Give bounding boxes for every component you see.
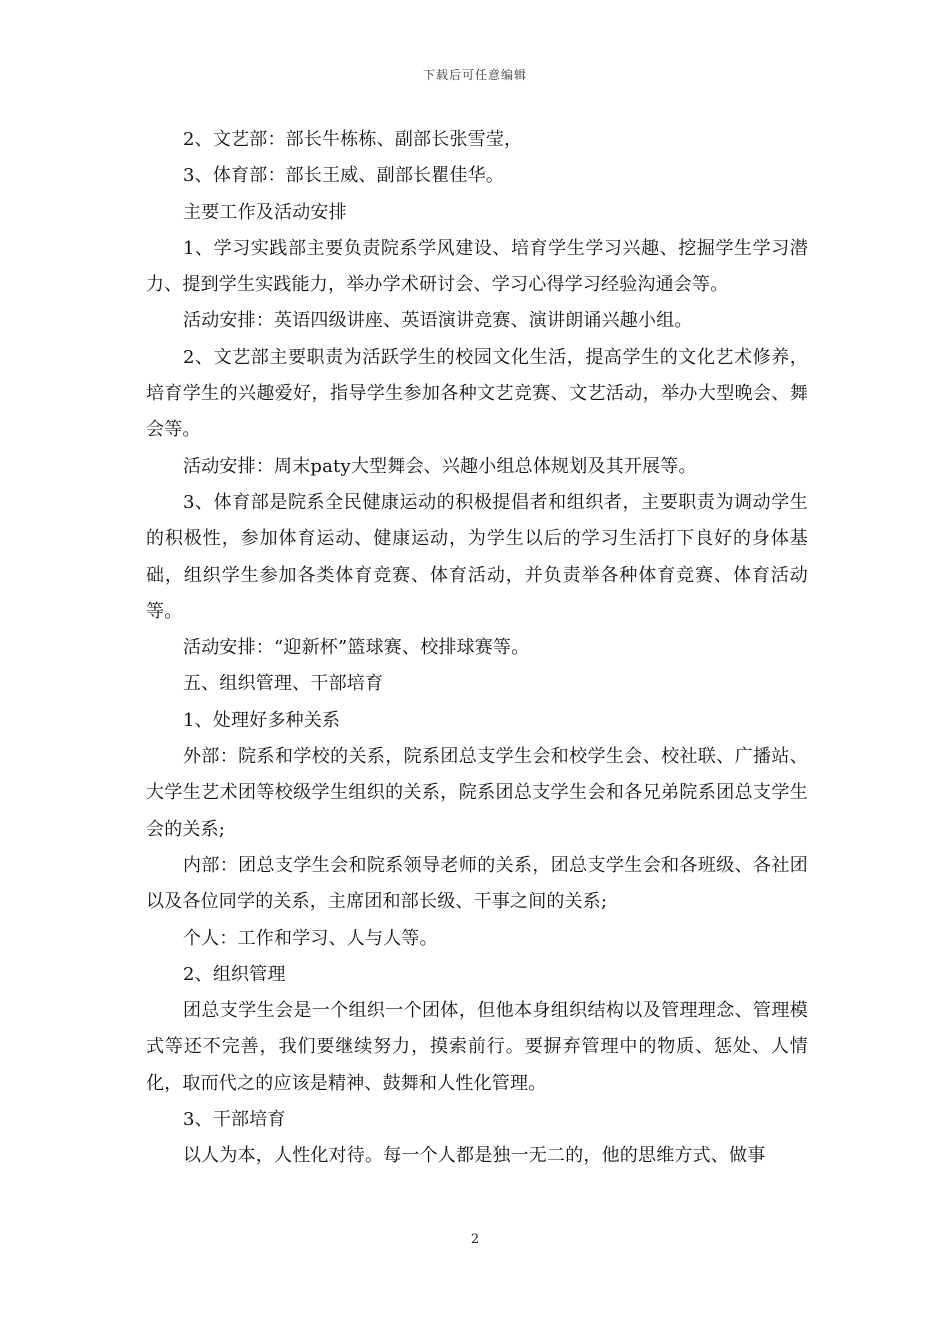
- section-heading: 五、组织管理、干部培育: [183, 673, 384, 695]
- section-heading: 主要工作及活动安排: [183, 201, 347, 223]
- paragraph: 2、文艺部：部长牛栋栋、副部长张雪莹，: [183, 129, 523, 150]
- page-number: 2: [470, 1232, 480, 1247]
- paragraph: 3、体育部是院系全民健康运动的积极提倡者和组织者，主要职责为调动学生的积极性，参加体育运动、健康运动，为学生以后的学习生活打下良好的身体基础，组织学生参加各类体育竞赛、体育活动，并负责举各种体育竞赛、体育活动等。: [146, 491, 808, 622]
- subsection-heading: 3、干部培育: [183, 1109, 286, 1131]
- paragraph: 活动安排：周末paty大型舞会、兴趣小组总体规划及其开展等。: [183, 455, 697, 477]
- paragraph: 以人为本，人性化对待。每一个人都是独一无二的，他的思维方式、做事: [183, 1145, 766, 1167]
- paragraph: 2、文艺部主要职责为活跃学生的校园文化生活，提高学生的文化艺术修养，培育学生的兴趣爱好，指导学生参加各种文艺竞赛、文艺活动，举办大型晚会、舞会等。: [146, 346, 808, 441]
- paragraph: 外部：院系和学校的关系，院系团总支学生会和校学生会、校社联、广播站、大学生艺术团等校级学生组织的关系，院系团总支学生会和各兄弟院系团总支学生会的关系;: [146, 746, 808, 840]
- page-header: 下载后可任意编辑: [422, 68, 527, 82]
- paragraph: 团总支学生会是一个组织一个团体，但他本身组织结构以及管理理念、管理模式等还不完善，我们要继续努力，摸索前行。要摒弃管理中的物质、惩处、人情化，取而代之的应该是精神、鼓舞和人性化管理。: [146, 1000, 808, 1094]
- subsection-heading: 1、处理好多种关系: [183, 709, 341, 731]
- paragraph: 个人：工作和学习、人与人等。: [183, 927, 438, 949]
- subsection-heading: 2、组织管理: [183, 963, 286, 985]
- paragraph: 活动安排：“迎新杯”篮球赛、校排球赛等。: [183, 637, 530, 659]
- paragraph: 活动安排：英语四级讲座、英语演讲竞赛、演讲朗诵兴趣小组。: [183, 310, 693, 332]
- paragraph: 3、体育部：部长王威、副部长瞿佳华。: [183, 165, 505, 187]
- document-body: [146, 122, 808, 1175]
- paragraph: 1、学习实践部主要负责院系学风建设、培育学生学习兴趣、挖掘学生学习潜力、提到学生实践能力，举办学术研讨会、学习心得学习经验沟通会等。: [146, 237, 808, 296]
- paragraph: 内部：团总支学生会和院系领导老师的关系，团总支学生会和各班级、各社团以及各位同学的关系，主席团和部长级、干事之间的关系;: [146, 854, 808, 913]
